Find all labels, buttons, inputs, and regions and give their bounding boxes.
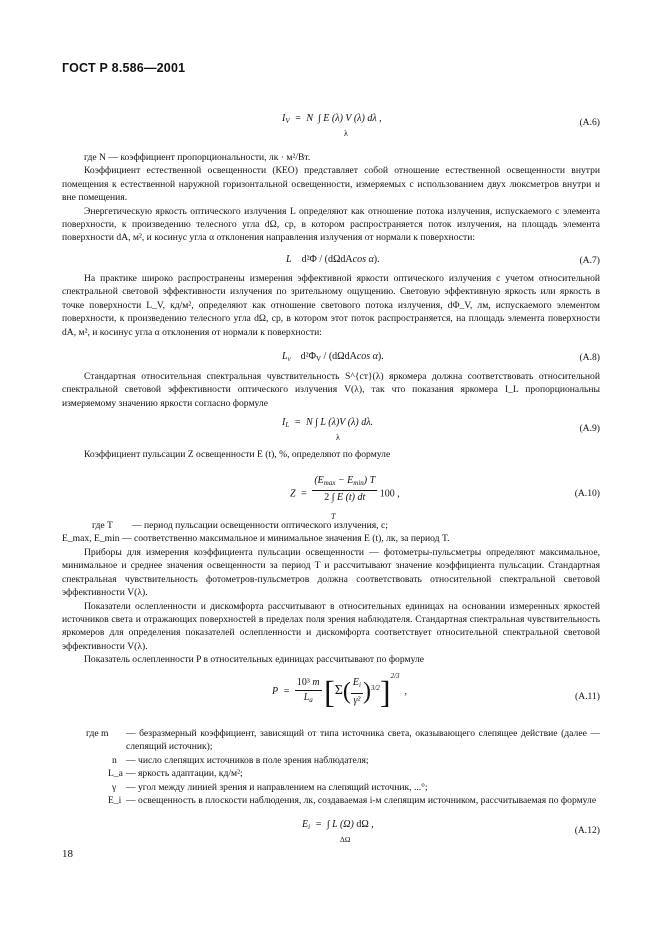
definition-row <box>62 519 602 532</box>
formula-number-a6: (A.6) <box>579 117 600 128</box>
definition-key: где m <box>86 728 109 739</box>
definition-value: — число слепящих источников в поле зрения наблюдателя; <box>126 754 369 766</box>
definition-key: где T <box>92 520 113 531</box>
definition-key: E_i <box>108 794 122 806</box>
body-text-block-4 <box>62 448 600 461</box>
definition-key: γ <box>112 781 117 793</box>
formula-number-a7: (A.7) <box>579 255 600 266</box>
paragraph-luminance-meter-sensitivity: Стандартная относительная спектральная чувствительность S^{ст}(λ) яркомера должна соответствовать относительной спектральной световой эффективности оптического излучения V(λ), так что показания яркомера I_L пропорциональны измеряемому значению яркости согласно формуле <box>62 371 600 409</box>
definition-value: — период пульсации освещенности оптического излучения, с; <box>132 520 388 531</box>
definition-row <box>62 532 602 545</box>
definition-key: L_a <box>108 768 123 780</box>
definition-row <box>62 794 602 821</box>
paragraph-effective-luminance: На практике широко распространены измерения эффективной яркости оптического излучения с учетом относительной спектральной световой эффективности излучения по зрительному ощущению. Световую эффективную яркость или яркость в точке поверхности L_V, кд/м², определяют как отношение светового потока излучения, dΦ_V, лм, испускаемого элементом поверхности, к произведению телесного угла dΩ, ср, в котором этот поток распространяется, на площадь элемента поверхности dA, м², и косинус угла α отклонения от нормали к поверхности: <box>62 273 600 338</box>
body-text-block-1 <box>62 151 600 245</box>
formula-number-a10: (A.10) <box>574 488 600 499</box>
definition-value: — угол между линией зрения и направлением на слепящий источник, ...°; <box>126 781 428 793</box>
body-text-block-2 <box>62 272 600 339</box>
formula-a9: $I_L = N$ ∫ L (λ)V (λ) dλ. λ <box>282 417 374 442</box>
paragraph-keo: Коэффициент естественной освещенности (КЕО) представляет собой отношение естественной освещенности внутри помещения к естественной наружной горизонтальной освещенности, измеряемых с использованием двух люксметров внутри и вне помещения. <box>62 165 600 204</box>
formula-number-a11: (A.11) <box>575 691 600 702</box>
formula-a10: Z = $\frac{(E_{max} - E_{min}) T}{2 \int E (t) dt}$ 100 , T <box>290 475 400 521</box>
definitions-a10 <box>62 519 602 546</box>
paragraph-pulsation-coefficient: Коэффициент пульсации Z освещенности E (t), %, определяют по формуле <box>84 449 391 460</box>
paragraph-glare-indicators: Показатели ослепленности и дискомфорта рассчитывают в относительных единицах на основании измеренных яркостей источников света и отражающих поверхностей в пределах поля зрения наблюдателя. Стандартная спектральная чувствительность яркомеров для определения показателей ослепленности и дискомфорта соответствует относительной спектральной световой эффективности V(λ). <box>62 600 600 652</box>
formula-a8: $L_v$ $d^2\Phi_V / (d\Omega dAcos$ α). <box>282 351 384 363</box>
body-text-block-3 <box>62 370 600 410</box>
definition-key: n <box>112 754 117 766</box>
paragraph-energy-luminance: Энергетическую яркость оптического излучения L определяют как отношение потока излучения, испускаемого с элемента поверхности, к произведению телесного угла dΩ, ср, в котором распространяется поток излучения, на площадь элемента поверхности dA, м², и косинус угла α отклонения направления излучения от нормали к поверхности: <box>62 205 600 244</box>
definition-text: E_max, E_min — соответственно максимальное и минимальное значения E (t), лк, за период T. <box>62 533 450 545</box>
document-header: ГОСТ Р 8.586—2001 <box>62 61 186 75</box>
page-number: 18 <box>62 848 73 860</box>
paragraph-glare-index: Показатель ослепленности P в относительных единицах рассчитывают по формуле <box>84 654 424 666</box>
formula-a11: P = $\frac{\text{10³ m}}{L_a}$ [Σ( $\frac{E_i}{\text{γ²}}$ )$^{3/2}$]$^{2/3}$ , <box>272 672 408 710</box>
definition-row <box>62 727 602 754</box>
formula-a7: L d²Φ / (dΩdAcos α). <box>286 254 380 265</box>
formula-number-a9: (A.9) <box>579 423 600 434</box>
definition-row <box>62 767 602 780</box>
paragraph-n-definition: где N — коэффициент пропорциональности, лк · м²/Вт. <box>84 152 311 163</box>
definition-row <box>62 754 602 767</box>
formula-number-a12: (A.12) <box>574 825 600 836</box>
definition-row <box>62 781 602 794</box>
body-text-block-5 <box>62 546 600 667</box>
definitions-a11 <box>62 727 602 821</box>
paragraph-pulse-meters: Приборы для измерения коэффициента пульсации освещенности — фотометры-пульсметры определяют максимальное, минимальное и среднее значения освещенности за период T и рассчитывают значение коэффициента пульсации. Стандартная спектральная чувствительность фотометров-пульсметров должна соответствовать относительной спектральной световой эффективности V(λ). <box>62 547 600 599</box>
definition-value: — освещенность в плоскости наблюдения, лк, создаваемая i-м слепящим источником, рассчитываемая по формуле <box>126 794 597 806</box>
formula-a6: $I_V = N$ ∫ E (λ) V (λ) dλ , λ <box>282 113 382 138</box>
formula-number-a8: (A.8) <box>579 352 600 363</box>
formula-a12: $E_i$ = ∫ L (Ω) dΩ , ΔΩ <box>302 819 374 844</box>
definition-value: — безразмерный коэффициент, зависящий от типа источника света, оказывающего слепящее действие (далее — слепящий источник); <box>126 728 600 753</box>
definition-value: — яркость адаптации, кд/м²; <box>126 768 243 780</box>
